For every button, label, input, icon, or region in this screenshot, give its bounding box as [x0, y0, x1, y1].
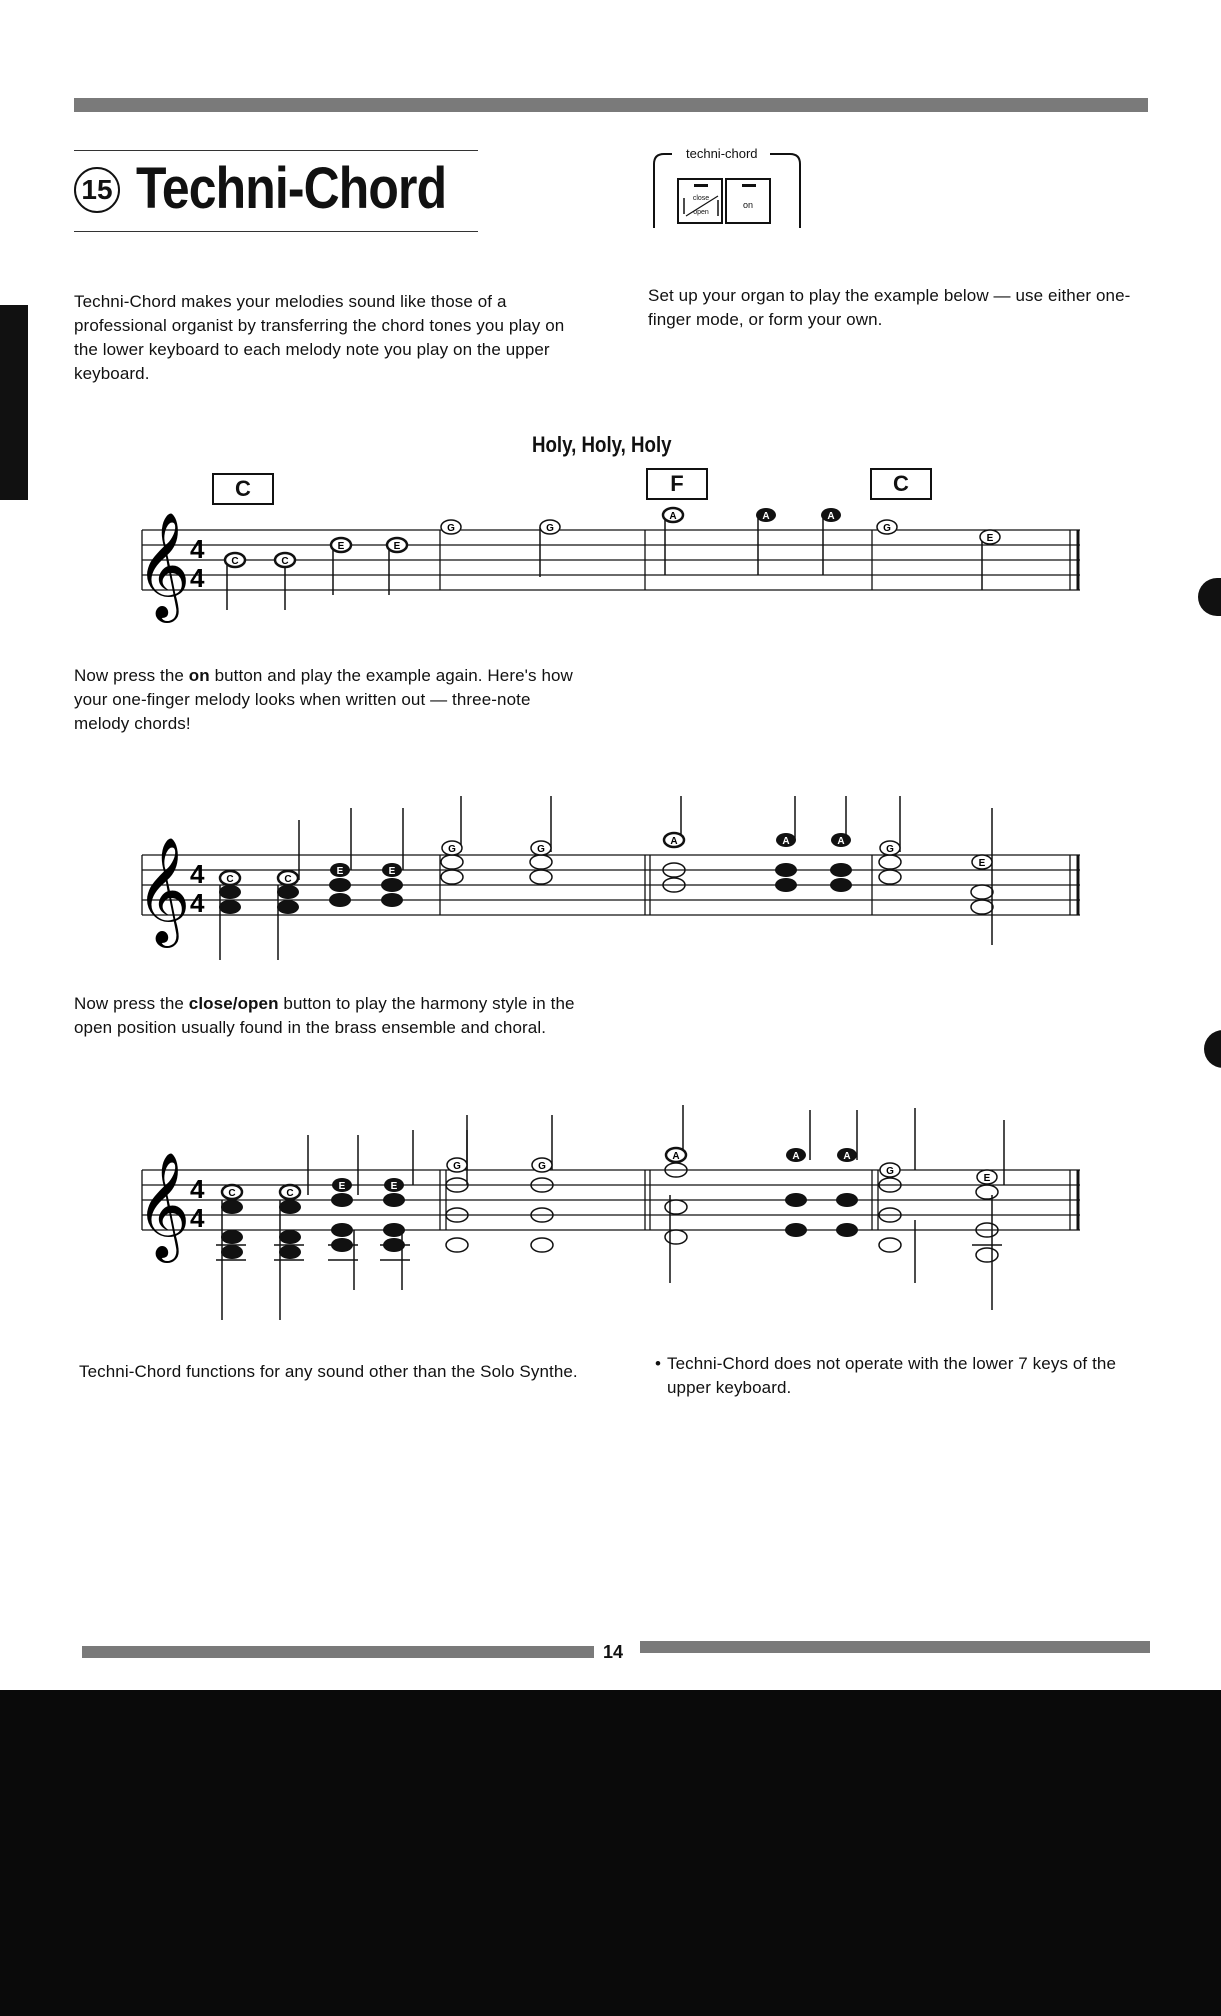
melody-note-8 — [756, 508, 776, 522]
svg-text:G: G — [447, 523, 455, 534]
svg-text:A: A — [782, 836, 790, 847]
svg-text:A: A — [837, 836, 845, 847]
staff-1 — [130, 500, 1090, 640]
melody-note-3 — [331, 538, 351, 552]
panel-label: techni-chord — [686, 146, 758, 161]
bullet-icon: • — [655, 1354, 662, 1373]
svg-text:C: C — [228, 1188, 236, 1199]
svg-text:A: A — [672, 1151, 680, 1162]
top-rule — [74, 98, 1148, 112]
svg-text:G: G — [538, 1161, 546, 1172]
svg-text:E: E — [393, 541, 401, 552]
melody-note-11 — [980, 530, 1000, 544]
staff-2 — [130, 790, 1090, 960]
svg-text:C: C — [226, 874, 234, 885]
page-number: 14 — [603, 1642, 624, 1662]
svg-text:E: E — [388, 866, 396, 877]
intro-left: Techni-Chord makes your melodies sound like those of a professional organist by transferring the chord tones you play on the lower keyboard to each melody note you play on the upper keyboard. — [74, 292, 565, 383]
svg-text:A: A — [827, 511, 835, 522]
svg-text:G: G — [546, 523, 554, 534]
melody-note-2 — [275, 553, 295, 567]
svg-text:4: 4 — [190, 888, 205, 918]
svg-text:A: A — [669, 511, 677, 522]
binder-hole-2 — [1204, 1030, 1221, 1068]
svg-text:G: G — [886, 1166, 894, 1177]
time-sig-bottom: 4 — [190, 563, 205, 593]
svg-text:G: G — [886, 844, 894, 855]
svg-text:G: G — [883, 523, 891, 534]
section-number: 15 — [74, 167, 120, 213]
on-button[interactable] — [725, 178, 771, 224]
techni-chord-panel — [652, 146, 802, 228]
svg-text:C: C — [281, 556, 289, 567]
footer-rule-right — [640, 1641, 1150, 1653]
svg-text:C: C — [231, 556, 239, 567]
svg-text:A: A — [843, 1151, 851, 1162]
on-emphasis: on — [188, 666, 210, 685]
section-title-block — [74, 150, 478, 232]
svg-text:E: E — [983, 1173, 991, 1184]
melody-note-1 — [225, 553, 245, 567]
svg-text:E: E — [337, 541, 345, 552]
scan-background — [0, 1690, 1221, 2016]
step3-paragraph: Now press the close/open button to play the harmony style in the open position usually found in the brass ensemble and choral. — [74, 994, 575, 1037]
chord-box-2: F — [646, 468, 708, 500]
close-open-button-label: close open — [692, 195, 710, 216]
melody-note-9 — [821, 508, 841, 522]
svg-text:C: C — [286, 1188, 294, 1199]
svg-text:4: 4 — [190, 859, 205, 889]
footer-rule-left — [82, 1646, 594, 1658]
svg-text:E: E — [978, 858, 986, 869]
on-button-label: on — [742, 200, 753, 210]
step2-paragraph: Now press the on button and play the example again. Here's how your one-finger melody looks when written out — three-note melody chords! — [74, 666, 573, 733]
treble-clef-icon: 𝄞 — [136, 514, 191, 616]
svg-text:C: C — [284, 874, 292, 885]
svg-text:G: G — [453, 1161, 461, 1172]
treble-clef-icon-2: 𝄞 — [136, 839, 191, 941]
melody-note-10 — [877, 520, 897, 534]
melody-note-6 — [540, 520, 560, 534]
page-title: Techni-Chord — [136, 156, 447, 221]
notes-right: • Techni-Chord does not operate with the lower 7 keys of the upper keyboard. — [655, 1354, 1116, 1397]
svg-text:A: A — [792, 1151, 800, 1162]
svg-text:A: A — [670, 836, 678, 847]
svg-text:4: 4 — [190, 1174, 205, 1204]
treble-clef-icon-3: 𝄞 — [136, 1154, 191, 1256]
chord-box-3: C — [870, 468, 932, 500]
svg-text:G: G — [537, 844, 545, 855]
melody-note-4 — [387, 538, 407, 552]
chord-box-1: C — [212, 473, 274, 505]
close-open-button[interactable] — [677, 178, 723, 224]
intro-right: Set up your organ to play the example below — use either one-finger mode, or form your own. — [648, 286, 1131, 329]
svg-text:E: E — [336, 866, 344, 877]
melody-note-5 — [441, 520, 461, 534]
staff-3 — [130, 1100, 1090, 1330]
svg-text:E: E — [338, 1181, 346, 1192]
close-open-emphasis: close/open — [188, 994, 279, 1013]
svg-text:G: G — [448, 844, 456, 855]
binder-hole-1 — [1198, 578, 1221, 616]
melody-note-7 — [663, 508, 683, 522]
side-tab — [0, 305, 28, 500]
svg-text:4: 4 — [190, 1203, 205, 1233]
svg-text:A: A — [762, 511, 770, 522]
notes-left: Techni-Chord functions for any sound other than the Solo Synthe. — [79, 1362, 578, 1381]
svg-text:E: E — [986, 533, 994, 544]
svg-text:E: E — [390, 1181, 398, 1192]
time-sig-top: 4 — [190, 534, 205, 564]
song-title: Holy, Holy, Holy — [532, 432, 672, 457]
